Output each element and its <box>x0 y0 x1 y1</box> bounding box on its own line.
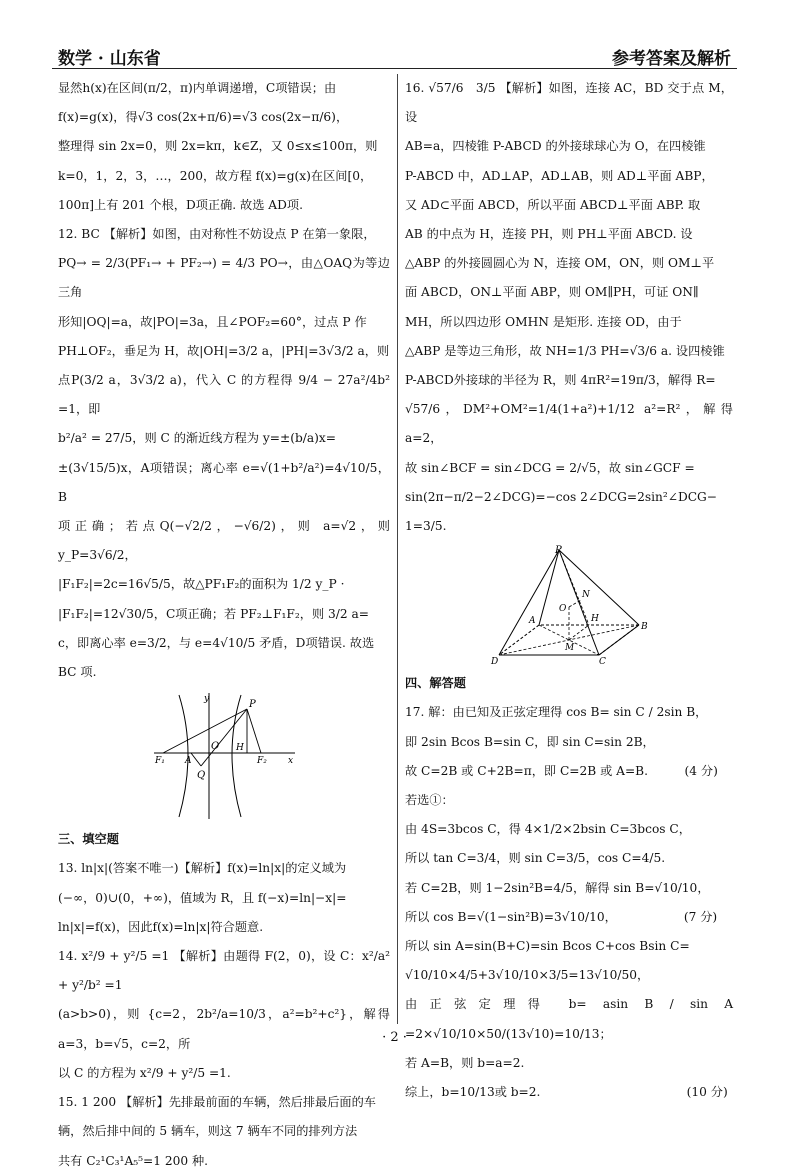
text-line: ln|x|=f(x)，因此f(x)=ln|x|符合题意. <box>58 919 264 934</box>
label-A: A <box>185 756 192 767</box>
text-line: 即 2sin Bcos B=sin C，即 sin C=sin 2B， <box>405 734 655 749</box>
label-F2: F₂ <box>257 756 267 767</box>
text-line: 15. 1 200 【解析】先排最前面的车辆，然后排最后面的车 <box>58 1095 376 1110</box>
text-line: BC 项. <box>58 665 97 680</box>
label-O: O <box>211 741 220 753</box>
text-line: △ABP 的外接圆圆心为 N，连接 OM，ON，则 OM⊥平 <box>405 256 715 271</box>
text-line: 14. x²/9 + y²/5 =1 【解析】由题得 F(2，0)，设 C：x²/a² + y²/b² =1 <box>58 949 390 993</box>
text-line: 辆，然后排中间的 5 辆车，则这 7 辆车不同的排列方法 <box>58 1124 358 1139</box>
text-line: 整理得 sin 2x=0，则 2x=kπ，k∈Z，又 0≤x≤100π，则 <box>58 139 378 154</box>
text-line: (a>b>0)，则 {c=2，2b²/a=10/3，a²=b²+c²}，解得 a=3，b=√5，c=2，所 <box>58 1007 390 1051</box>
column-divider <box>397 74 398 1024</box>
text-line: 共有 C₂¹C₃¹A₅⁵=1 200 种. <box>58 1153 209 1168</box>
text-line: 1=3/5. <box>405 519 447 534</box>
label-Q: Q <box>197 770 206 782</box>
hyperbola-figure <box>149 691 299 821</box>
text-line: k=0，1，2，3，…，200，故方程 f(x)=g(x)在区间[0， <box>58 168 373 183</box>
label-M: M <box>565 643 575 654</box>
text-line: PQ→ = 2/3(PF₁→ + PF₂→) = 4/3 PO→，由△OAQ为等边三角 <box>58 256 390 300</box>
text-line: 17. 解：由已知及正弦定理得 cos B= sin C / 2sin B， <box>405 705 708 720</box>
text-line: AB 的中点为 H，连接 PH，则 PH⊥平面 ABCD. 设 <box>405 227 693 242</box>
label-P: P <box>249 699 256 711</box>
segment-F1P <box>163 709 247 753</box>
label-y: y <box>204 694 210 705</box>
text-line: c，即离心率 e=3/2，与 e=4√10/5 矛盾，D项错误. 故选 <box>58 635 375 650</box>
text-line: |F₁F₂|=12√30/5，C项正确；若 PF₂⊥F₁F₂，则 3/2 a= <box>58 606 369 621</box>
edge-PD <box>499 550 559 655</box>
text-line: 又 AD⊂平面 ABCD，所以平面 ABCD⊥平面 ABP. 取 <box>405 197 701 212</box>
page-header <box>52 40 737 69</box>
text-line: √10/10×4/5+3√10/10×3/5=13√10/50， <box>405 968 650 983</box>
text-line: 显然h(x)在区间(π/2，π)内单调递增，C项错误；由 <box>58 81 337 95</box>
right-column <box>405 74 733 1107</box>
pyramid-figure <box>489 545 649 665</box>
header-title: 参考答案及解析 <box>612 49 731 69</box>
text-line: MH，所以四边形 OMHN 是矩形. 连接 OD，由于 <box>405 314 682 329</box>
text-line: 若选①： <box>405 793 454 808</box>
segment-PQ <box>201 709 247 766</box>
label-H: H <box>591 614 599 625</box>
label-x: x <box>288 756 294 767</box>
text-line: 以 C 的方程为 x²/9 + y²/5 =1. <box>58 1065 231 1080</box>
text-line: ±(3√15/5)x，A项错误；离心率 e=√(1+b²/a²)=4√10/5，B <box>58 460 390 504</box>
label-O: O <box>559 604 567 615</box>
label-C: C <box>599 657 606 666</box>
text-line: √57/6，DM²+OM²=1/4(1+a²)+1/12 a²=R²，解得a=2， <box>405 402 733 446</box>
label-A: A <box>529 616 536 627</box>
text-line: |F₁F₂|=2c=16√5/5，故△PF₁F₂的面积为 1/2 y_P · <box>58 577 345 592</box>
text-line: 面 ABCD，ON⊥平面 ABP，则 OM∥PH，可证 ON∥ <box>405 285 699 300</box>
text-line: sin(2π−π/2−2∠DCG)=−cos 2∠DCG=2sin²∠DCG− <box>405 489 717 504</box>
text-line: 所以 tan C=3/4，则 sin C=3/5，cos C=4/5. <box>405 851 666 866</box>
segment-PF2 <box>247 709 261 753</box>
label-D: D <box>491 657 499 666</box>
label-H: H <box>236 743 244 754</box>
label-B: B <box>641 622 648 633</box>
label-N: N <box>582 590 590 601</box>
text-line: 四、解答题 <box>405 676 466 691</box>
text-line: f(x)=g(x)，得√3 cos(2x+π/6)=√3 cos(2x−π/6)， <box>58 110 349 125</box>
text-line: 点P(3/2 a，3√3/2 a)，代入 C 的方程得 9/4 − 27a²/4b² =1，即 <box>58 373 390 417</box>
text-line: 12. BC 【解析】如图，由对称性不妨设点 P 在第一象限， <box>58 227 376 242</box>
text-line: (−∞，0)∪(0，+∞)，值域为 R，且 f(−x)=ln|−x|= <box>58 890 347 905</box>
page-number: · 2 · <box>382 1030 407 1045</box>
text-line: 由正弦定理得 b= asin B / sin A =2×√10/10×50/(13√10)=10/13； <box>405 997 733 1041</box>
text-line: AB=a，四棱锥 P-ABCD 的外接球球心为 O，在四棱锥 <box>405 139 706 154</box>
edge-PB <box>559 550 639 625</box>
segment-AQ <box>191 753 201 766</box>
text-line: 若 C=2B，则 1−2sin²B=4/5，解得 sin B=√10/10， <box>405 880 710 895</box>
text-line: 所以 sin A=sin(B+C)=sin Bcos C+cos Bsin C= <box>405 939 690 954</box>
text-line: P-ABCD外接球的半径为 R，则 4πR²=19π/3，解得 R= <box>405 373 716 388</box>
text-line: P-ABCD 中，AD⊥AP，AD⊥AB，则 AD⊥平面 ABP， <box>405 168 714 183</box>
header-subject: 数学 · 山东省 <box>58 49 161 69</box>
text-line: 形知|OQ|=a，故|PO|=3a，且∠POF₂=60°，过点 P 作 <box>58 314 367 329</box>
text-line: 综上，b=10/13或 b=2. (10 分) <box>405 1085 728 1100</box>
text-line: 若 A=B，则 b=a=2. <box>405 1055 525 1070</box>
text-line: 所以 cos B=√(1−sin²B)=3√10/10， (7 分) <box>405 909 718 924</box>
edge-PA <box>539 550 559 625</box>
text-line: PH⊥OF₂，垂足为 H，故|OH|=3/2 a，|PH|=3√3/2 a，则 <box>58 343 390 358</box>
text-line: 项正确；若点Q(−√2/2，−√6/2)，则 a=√2，则 y_P=3√6/2， <box>58 519 390 563</box>
text-line: 16. √57/6 3/5 【解析】如图，连接 AC，BD 交于点 M，设 <box>405 81 733 125</box>
left-column <box>58 74 390 1176</box>
text-line: 三、填空题 <box>58 832 119 847</box>
text-line: 13. ln|x|(答案不唯一)【解析】f(x)=ln|x|的定义域为 <box>58 861 347 876</box>
text-line: △ABP 是等边三角形，故 NH=1/3 PH=√3/6 a. 设四棱锥 <box>405 343 725 358</box>
text-line: 故 C=2B 或 C+2B=π，即 C=2B 或 A=B. (4 分) <box>405 763 718 778</box>
text-line: b²/a² = 27/5，则 C 的渐近线方程为 y=±(b/a)x= <box>58 431 336 446</box>
text-line: 100π]上有 201 个根，D项正确. 故选 AD项. <box>58 197 303 212</box>
label-P: P <box>555 545 562 557</box>
label-F1: F₁ <box>155 756 165 767</box>
text-line: 故 sin∠BCF = sin∠DCG = 2/√5，故 sin∠GCF = <box>405 460 695 475</box>
text-line: 由 4S=3bcos C，得 4×1/2×2bsin C=3bcos C， <box>405 822 691 837</box>
